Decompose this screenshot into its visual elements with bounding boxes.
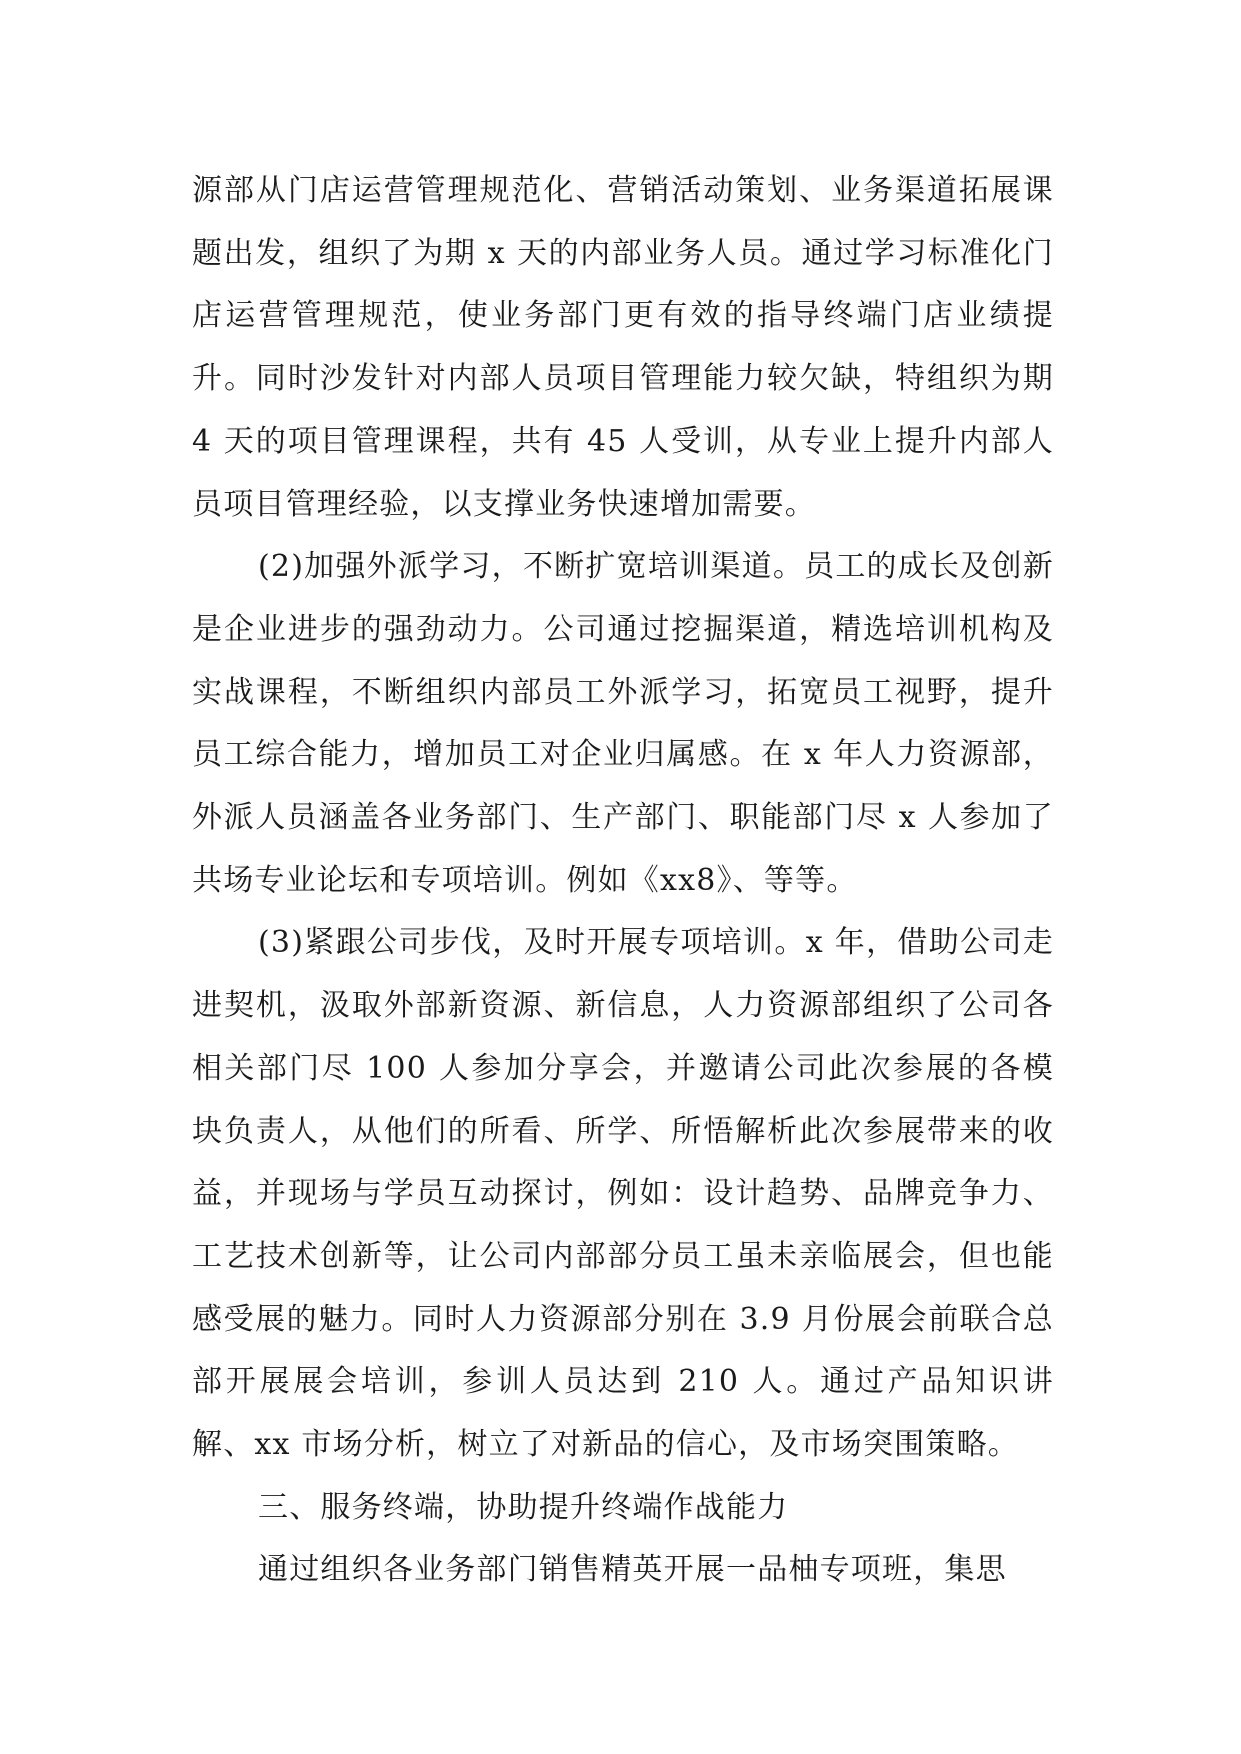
paragraph-sales-elite-class: 通过组织各业务部门销售精英开展一品柚专项班，集思 — [258, 1552, 1007, 1588]
section-heading-serve-terminals: 三、服务终端，协助提升终端作战能力 — [258, 1489, 789, 1525]
paragraph-store-operations-training: 源部从门店运营管理规范化、营销活动策划、业务渠道拓展课题出发，组织了为期 x 天的内部业务人员。通过学习标准化门店运营管理规范，使业务部门更有效的指导终端门店业绩提升。同时沙发针对内部人员项目管理能力较欠缺，特组织为期 4 天的项目管理课程，共有 45 人受训，从专业上提升内部人员项目管理经验，以支撑业务快速增加需要。 — [192, 173, 1054, 522]
document-page — [192, 160, 1054, 1602]
paragraph-external-learning: (2)加强外派学习，不断扩宽培训渠道。员工的成长及创新是企业进步的强劲动力。公司通过挖掘渠道，精选培训机构及实战课程，不断组织内部员工外派学习，拓宽员工视野，提升员工综合能力，增加员工对企业归属感。在 x 年人力资源部，外派人员涵盖各业务部门、生产部门、职能部门尽 x 人参加了共场专业论坛和专项培训。例如《xx8》、等等。 — [192, 549, 1054, 898]
paragraph-special-training: (3)紧跟公司步伐，及时开展专项培训。x 年，借助公司走进契机，汲取外部新资源、新信息，人力资源部组织了公司各相关部门尽 100 人参加分享会，并邀请公司此次参展的各模块负责人，从他们的所看、所学、所悟解析此次参展带来的收益，并现场与学员互动探讨，例如：设计趋势、品牌竞争力、工艺技术创新等，让公司内部部分员工虽未亲临展会，但也能感受展的魅力。同时人力资源部分别在 3.9 月份展会前联合总部开展展会培训，参训人员达到 210 人。通过产品知识讲解、xx 市场分析，树立了对新品的信心，及市场突围策略。 — [192, 925, 1054, 1463]
